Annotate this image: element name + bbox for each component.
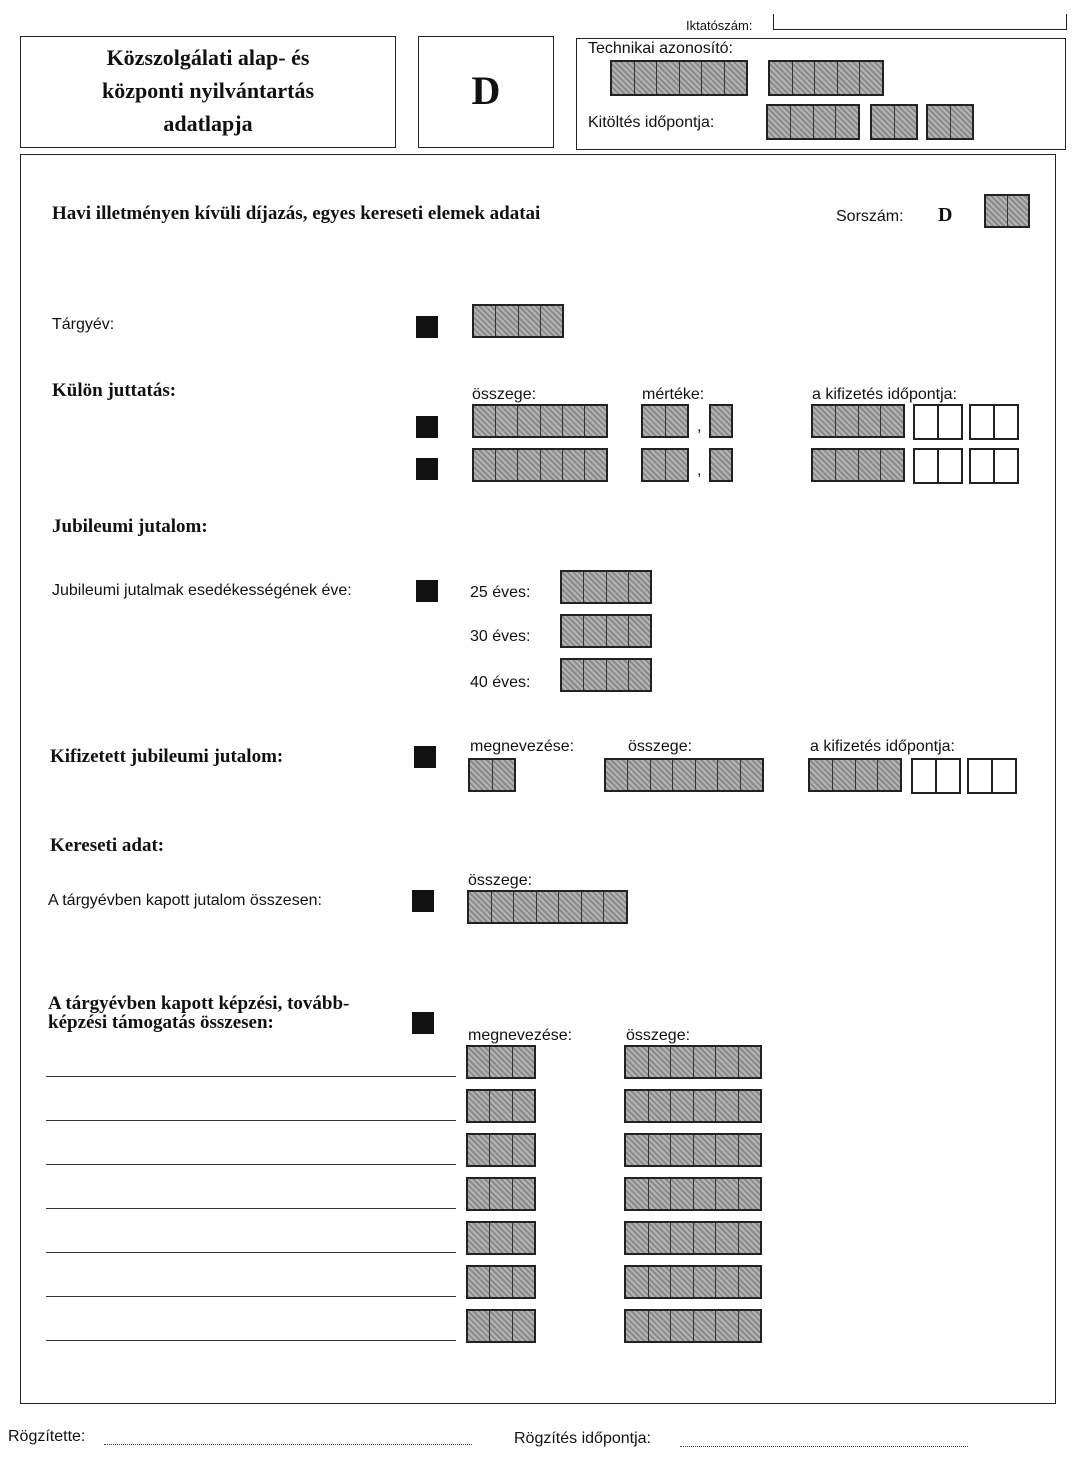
jubileumi-title: Jubileumi jutalom: [52,516,208,537]
kepzesi-row7-osszege[interactable] [624,1309,762,1343]
kepzesi-line-3[interactable] [46,1164,456,1165]
kepzesi-row6-megnevezese[interactable] [466,1265,536,1299]
kulon-row2-comma: , [697,462,702,479]
kepzesi-row3-megnevezese[interactable] [466,1133,536,1167]
kulon-row1-date-day[interactable] [969,404,1017,440]
kulon-row1-marker [416,416,438,438]
kepzesi-title-line2: képzési támogatás összesen: [48,1012,274,1033]
kepzesi-title-line1: A tárgyévben kapott képzési, tovább- [48,993,350,1014]
form-letter-box [418,36,554,148]
kepzesi-row1-osszege[interactable] [624,1045,762,1079]
kepzesi-row1-megnevezese[interactable] [466,1045,536,1079]
form-title-line1: Közszolgálati alap- és [106,45,310,70]
rogzites-idopontja-field[interactable] [680,1446,968,1447]
kulon-row1-date-year[interactable] [811,404,905,438]
fill-date-year[interactable] [766,104,860,140]
kifizetett-title: Kifizetett jubileumi jutalom: [50,746,284,767]
rogzitette-label: Rögzítette: [8,1428,86,1445]
iktatoszam-field[interactable] [773,14,1067,30]
kepzesi-row5-osszege[interactable] [624,1221,762,1255]
kepzesi-line-5[interactable] [46,1252,456,1253]
kereseti-title: Kereseti adat: [50,835,165,856]
kepzesi-row3-osszege[interactable] [624,1133,762,1167]
kulon-row2-date-month[interactable] [913,448,961,484]
rogzitette-field[interactable] [104,1444,472,1445]
kepzesi-line-4[interactable] [46,1208,456,1209]
targyev-marker [416,316,438,338]
technical-id-label: Technikai azonosító: [588,40,733,57]
targyev-field[interactable] [472,304,564,338]
jubileumi-30-field[interactable] [560,614,652,648]
fill-date-label: Kitöltés időpontja: [588,114,715,131]
form-letter: D [471,68,501,113]
iktatoszam-label: Iktatószám: [686,18,753,33]
kepzesi-row2-osszege[interactable] [624,1089,762,1123]
kepzesi-line-1[interactable] [46,1076,456,1077]
kulon-row2-merteke-int[interactable] [641,448,689,482]
sorszam-letter: D [938,204,953,226]
kifizetett-megnevezese-field[interactable] [468,758,516,792]
kulon-row1-merteke-dec[interactable] [709,404,733,438]
technical-id-field-2[interactable] [768,60,884,96]
kepzesi-row2-megnevezese[interactable] [466,1089,536,1123]
kulon-row2-osszege[interactable] [472,448,608,482]
sorszam-label: Sorszám: [836,208,904,225]
kulon-row1-date-month[interactable] [913,404,961,440]
kereseti-osszege-label: összege: [468,872,533,889]
kereseti-jutalom-label: A tárgyévben kapott jutalom összesen: [48,892,322,909]
kepzesi-row5-megnevezese[interactable] [466,1221,536,1255]
kulon-row2-date-year[interactable] [811,448,905,482]
kepzesi-line-6[interactable] [46,1296,456,1297]
kulon-row2-merteke-dec[interactable] [709,448,733,482]
kepzesi-row4-megnevezese[interactable] [466,1177,536,1211]
form-title-line2: központi nyilvántartás [101,78,315,103]
kepzesi-row4-osszege[interactable] [624,1177,762,1211]
kifizetett-megnevezese-label: megnevezése: [470,738,575,755]
jubileumi-25-field[interactable] [560,570,652,604]
kepzesi-line-7[interactable] [46,1340,456,1341]
kulon-row2-marker [416,458,438,480]
form-title-line3: adatlapja [163,111,253,136]
kifizetett-date-day[interactable] [967,758,1015,794]
jubileumi-25-label: 25 éves: [470,584,531,601]
kifizetett-date-month[interactable] [911,758,959,794]
jubileumi-marker [416,580,438,602]
kepzesi-osszege-label: összege: [626,1027,691,1044]
kulon-row1-comma: , [697,418,702,435]
jubileumi-esedekesseg-label: Jubileumi jutalmak esedékességének éve: [52,582,352,599]
kulon-merteke-label: mértéke: [642,386,705,403]
kulon-row2-date-day[interactable] [969,448,1017,484]
kifizetett-osszege-label: összege: [628,738,693,755]
jubileumi-40-field[interactable] [560,658,652,692]
fill-date-month[interactable] [870,104,918,140]
kepzesi-row6-osszege[interactable] [624,1265,762,1299]
kereseti-marker [412,890,434,912]
kereseti-osszege-field[interactable] [467,890,628,924]
kifizetett-osszege-field[interactable] [604,758,764,792]
kifizetett-marker [414,746,436,768]
kulon-osszege-label: összege: [472,386,537,403]
sorszam-field[interactable] [984,194,1030,228]
jubileumi-40-label: 40 éves: [470,674,531,691]
form-title-box [20,36,396,148]
rogzites-idopontja-label: Rögzítés időpontja: [514,1430,651,1447]
kepzesi-marker [412,1012,434,1034]
fill-date-day[interactable] [926,104,974,140]
kifizetett-kifizetes-label: a kifizetés időpontja: [810,738,955,755]
section-title: Havi illetményen kívüli díjazás, egyes kereseti elemek adatai [52,203,541,224]
kulon-row1-osszege[interactable] [472,404,608,438]
targyev-label: Tárgyév: [52,316,115,333]
technical-id-field-1[interactable] [610,60,748,96]
kulon-row1-merteke-int[interactable] [641,404,689,438]
kulon-title: Külön juttatás: [52,380,177,401]
kulon-kifizetes-label: a kifizetés időpontja: [812,386,957,403]
kepzesi-line-2[interactable] [46,1120,456,1121]
kepzesi-row7-megnevezese[interactable] [466,1309,536,1343]
jubileumi-30-label: 30 éves: [470,628,531,645]
kepzesi-megnevezese-label: megnevezése: [468,1027,573,1044]
kifizetett-date-year[interactable] [808,758,902,792]
